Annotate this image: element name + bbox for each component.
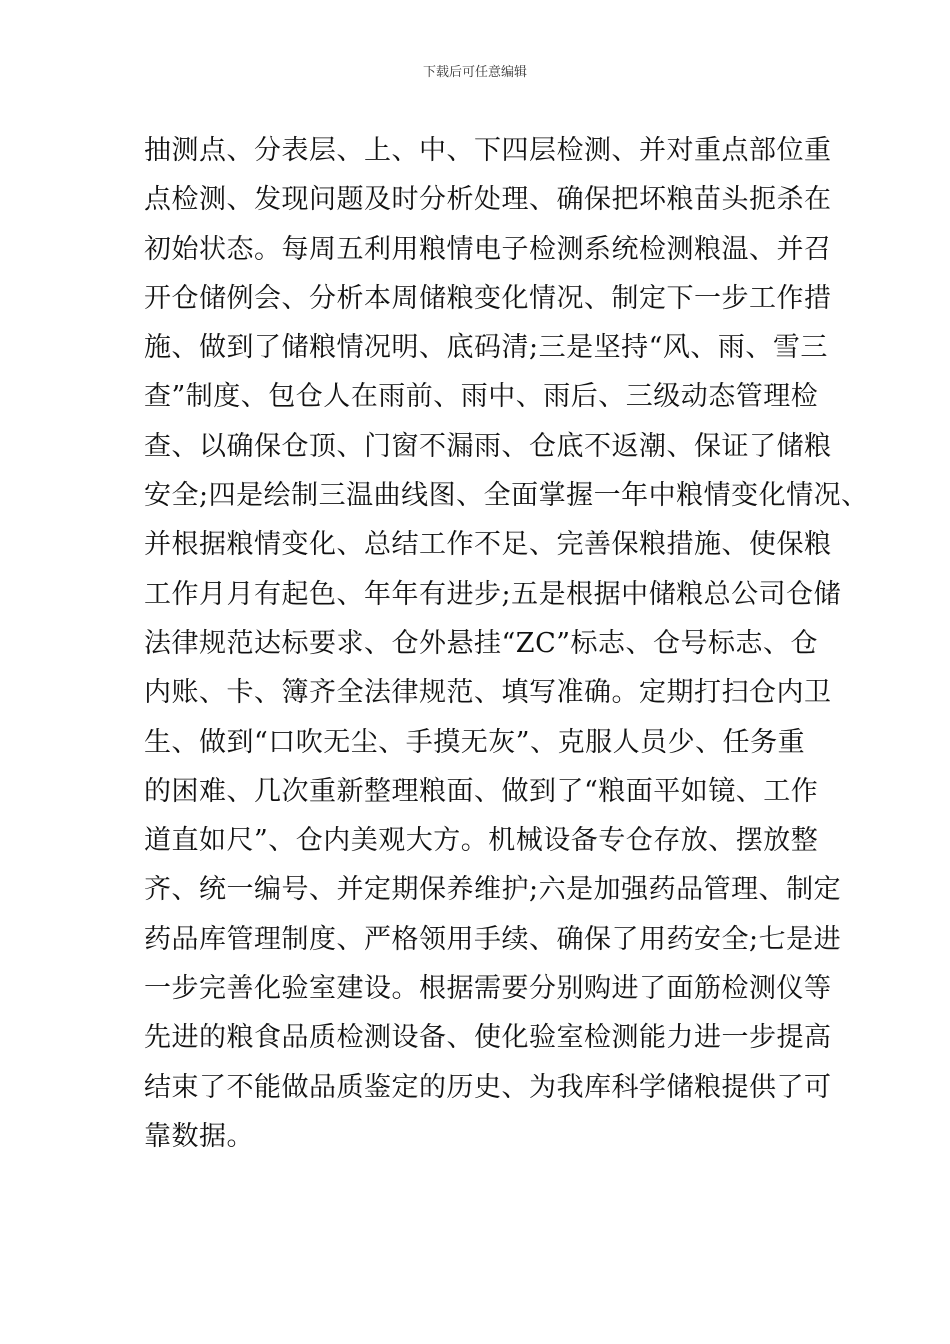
- header-text: 下载后可任意编辑: [422, 65, 527, 80]
- text-line: 初始状态。每周五利用粮情电子检测系统检测粮温、并召: [144, 233, 832, 265]
- text-line: 药品库管理制度、严格领用手续、确保了用药安全;七是进: [144, 923, 842, 955]
- text-line: 内账、卡、簿齐全法律规范、填写准确。定期打扫仓内卫: [144, 677, 832, 709]
- body-paragraph: [144, 126, 869, 1161]
- text-line: 并根据粮情变化、总结工作不足、完善保粮措施、使保粮: [144, 529, 832, 561]
- text-line: 一步完善化验室建设。根据需要分别购进了面筋检测仪等: [144, 973, 832, 1005]
- text-line: 道直如尺”、仓内美观大方。机械设备专仓存放、摆放整: [144, 825, 819, 857]
- text-line: 结束了不能做品质鉴定的历史、为我库科学储粮提供了可: [144, 1071, 832, 1103]
- text-line: 开仓储例会、分析本周储粮变化情况、制定下一步工作措: [144, 282, 832, 314]
- text-line: 先进的粮食品质检测设备、使化验室检测能力进一步提高: [144, 1022, 832, 1054]
- text-line: 抽测点、分表层、上、中、下四层检测、并对重点部位重: [144, 135, 832, 166]
- text-line: 生、做到“口吹无尘、手摸无灰”、克服人员少、任务重: [144, 726, 806, 758]
- text-line: 法律规范达标要求、仓外悬挂“ZC”标志、仓号标志、仓: [144, 627, 819, 659]
- text-line: 查、以确保仓顶、门窗不漏雨、仓底不返潮、保证了储粮: [144, 430, 832, 462]
- text-line: 查”制度、包仓人在雨前、雨中、雨后、三级动态管理检: [144, 381, 819, 413]
- text-line: 的困难、几次重新整理粮面、做到了“粮面平如镜、工作: [144, 775, 819, 807]
- text-line: 施、做到了储粮情况明、底码清;三是坚持“风、雨、雪三: [144, 332, 828, 364]
- page-header: [0, 64, 950, 82]
- text-line: 靠数据。: [144, 1120, 254, 1152]
- text-line: 安全;四是绘制三温曲线图、全面掌握一年中粮情变化情况、: [144, 480, 869, 512]
- text-line: 点检测、发现问题及时分析处理、确保把坏粮苗头扼杀在: [144, 184, 832, 216]
- text-line: 齐、统一编号、并定期保养维护;六是加强药品管理、制定: [144, 874, 842, 906]
- text-line: 工作月月有起色、年年有进步;五是根据中储粮总公司仓储: [144, 578, 842, 610]
